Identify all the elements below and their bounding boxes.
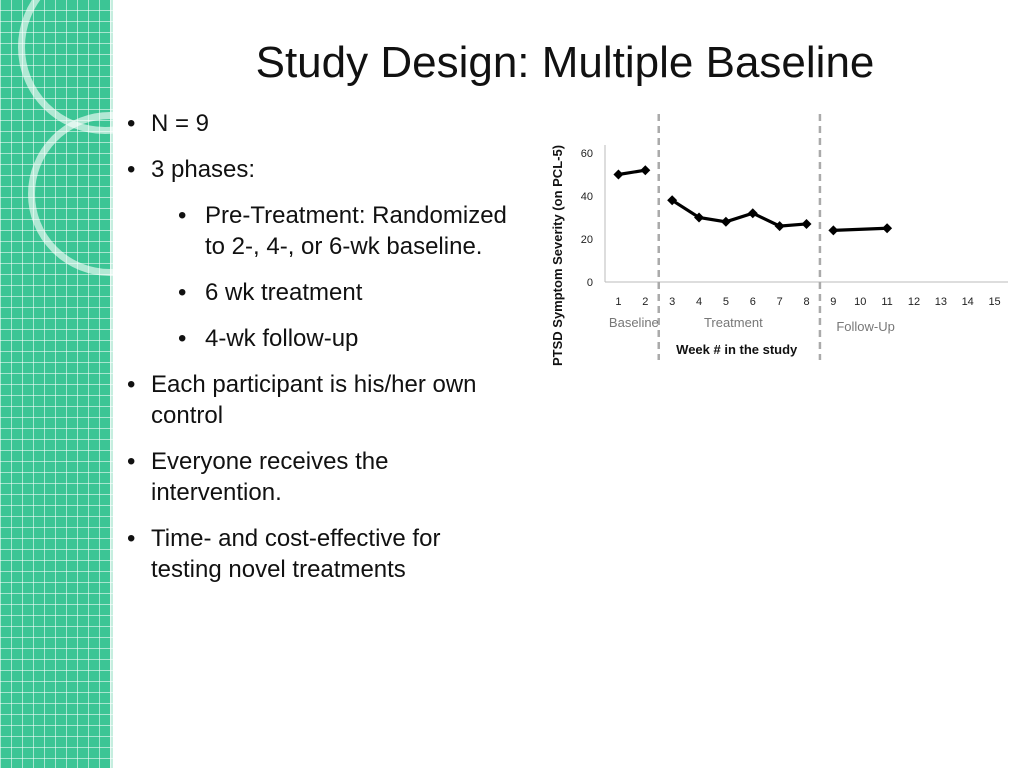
x-tick-label: 6 xyxy=(749,296,756,308)
slide-title: Study Design: Multiple Baseline xyxy=(255,38,875,87)
x-tick-label: 14 xyxy=(961,296,974,308)
x-tick-label: 13 xyxy=(934,296,947,308)
bullet-time-cost: • Time- and cost-effective for testing novel treatments xyxy=(127,523,507,585)
data-point-marker xyxy=(613,170,623,180)
x-tick-label: 3 xyxy=(669,296,676,308)
sidebar-divider xyxy=(110,0,113,768)
phase-label: Follow-Up xyxy=(836,319,895,334)
sub-bullet-pretreatment: • Pre-Treatment: Randomized to 2-, 4-, or 6-wk baseline. xyxy=(178,200,507,262)
bullet-list xyxy=(127,108,507,600)
x-tick-label: 12 xyxy=(907,296,921,308)
y-tick-label: 20 xyxy=(580,234,593,246)
data-point-marker xyxy=(828,225,838,235)
series-line xyxy=(672,200,806,226)
y-axis-title: PTSD Symptom Severity (on PCL-5) xyxy=(550,144,565,367)
data-point-marker xyxy=(748,208,758,218)
sub-bullet-followup: • 4-wk follow-up xyxy=(178,323,507,354)
series-line xyxy=(833,228,887,230)
sub-bullet-treatment: • 6 wk treatment xyxy=(178,277,507,308)
x-tick-label: 4 xyxy=(695,296,703,308)
phase-label: Treatment xyxy=(703,315,763,330)
data-point-marker xyxy=(882,223,892,233)
bullet-own-control: • Each participant is his/her own control xyxy=(127,369,507,431)
x-tick-label: 1 xyxy=(615,296,622,308)
data-point-marker xyxy=(721,217,731,227)
x-tick-label: 15 xyxy=(988,296,1001,308)
multiple-baseline-chart xyxy=(540,108,1010,368)
phase-sublist xyxy=(151,200,507,354)
x-tick-label: 10 xyxy=(854,296,867,308)
data-point-marker xyxy=(802,219,812,229)
data-point-marker xyxy=(640,165,650,175)
y-tick-label: 0 xyxy=(586,277,593,289)
decorative-sidebar xyxy=(0,0,113,768)
x-axis-title: Week # in the study xyxy=(676,342,798,357)
phase-label: Baseline xyxy=(608,315,659,330)
x-tick-label: 8 xyxy=(803,296,810,308)
decorative-ring-middle xyxy=(28,112,113,276)
x-tick-label: 5 xyxy=(722,296,729,308)
x-tick-label: 9 xyxy=(830,296,837,308)
y-tick-label: 40 xyxy=(580,191,593,203)
x-tick-label: 2 xyxy=(642,296,649,308)
bullet-sample-size: • N = 9 xyxy=(127,108,507,139)
bullet-everyone: • Everyone receives the intervention. xyxy=(127,446,507,508)
bullet-phases xyxy=(127,154,507,354)
x-tick-label: 11 xyxy=(881,296,893,308)
x-tick-label: 7 xyxy=(776,296,783,308)
bullet-phases-label: 3 phases: xyxy=(151,156,256,183)
data-point-marker xyxy=(775,221,785,231)
y-tick-label: 60 xyxy=(580,148,593,160)
